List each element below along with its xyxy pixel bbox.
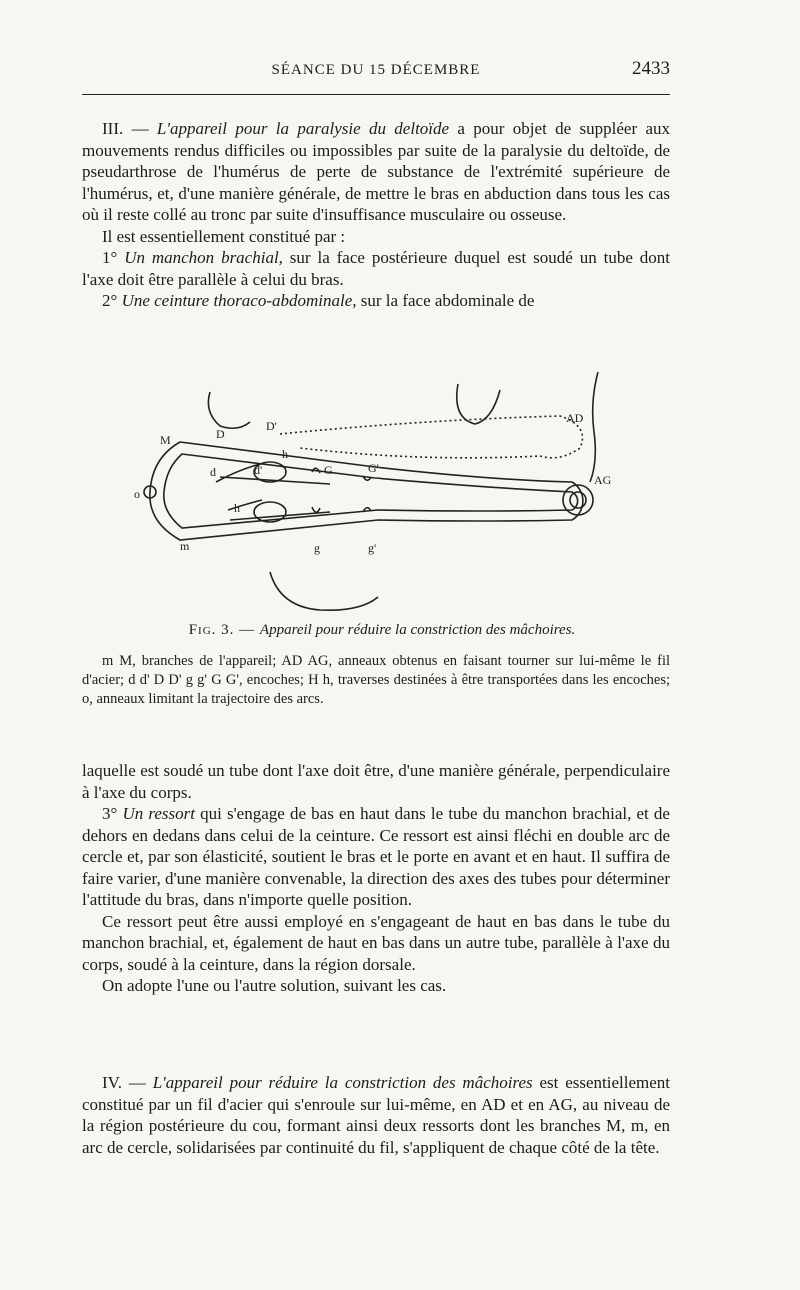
page-header	[82, 58, 670, 86]
item-number: 1°	[102, 248, 125, 267]
label-G-prime: G'	[368, 461, 379, 475]
label-AG: AG	[594, 473, 612, 487]
label-M: M	[160, 433, 171, 447]
paragraph-iv	[82, 1072, 670, 1158]
notch-g	[312, 507, 320, 512]
back-sketch	[590, 372, 598, 482]
label-h-lower: h	[234, 501, 240, 515]
ring-ad-dotted	[280, 416, 583, 458]
item-number: 3°	[102, 804, 123, 823]
coil-h	[254, 502, 286, 522]
figure-labels	[134, 411, 612, 555]
label-m: m	[180, 539, 190, 553]
section-iii	[82, 118, 670, 312]
item-text: sur la face abdominale de	[356, 291, 535, 310]
label-AD: AD	[566, 411, 584, 425]
list-item-3	[82, 803, 670, 911]
header-rule	[82, 94, 670, 95]
item-text: sur la face postérieure duquel est soudé un tube dont l'axe doit être parallèle à celui du bras.	[82, 248, 670, 289]
paragraph-alternative: Ce ressort peut être aussi employé en s'engageant de haut en bas dans le tube du manchon brachial, et, également de haut en bas dans un autre tube, parallèle à l'axe du corps, soudé à la ceinture, dans la région dorsale.	[82, 911, 670, 974]
chin-sketch	[270, 572, 378, 610]
page-number: 2433	[632, 58, 670, 79]
figure-legend: m M, branches de l'appareil; AD AG, anneaux obtenus en faisant tourner sur lui-même le fil d'acier; d d' D D' g g' G G', encoches; H h, traverses destinées à être transportées dans les encoches; o, anneaux limitant la trajectoire des arcs.	[82, 653, 670, 707]
label-g-prime: g'	[368, 541, 377, 555]
traverse-upper	[220, 477, 330, 484]
figure-caption	[122, 622, 642, 639]
section-iii-continued	[82, 760, 670, 997]
item-text: qui s'engage de bas en haut dans le tube du manchon brachial, et de dehors en dedans dans celui de la ceinture. Ce ressort est ainsi fléchi en double arc de cercle et, par son élasticité, soutient le bras et le porte en avant et en haut. Il suffira de faire varier, d'une manière convenable, la direction des axes des tubes pour déterminer l'attitude du bras, dans n'importe quelle position.	[82, 804, 670, 909]
hand-sketch	[457, 384, 500, 424]
section-number: III. —	[102, 119, 157, 138]
paragraph-choice: On adopte l'une ou l'autre solution, suivant les cas.	[102, 976, 447, 995]
paragraph-constitution: Il est essentiellement constitué par :	[102, 226, 346, 246]
label-G: G	[324, 463, 333, 477]
list-item-1	[82, 247, 670, 290]
ear-sketch	[208, 392, 250, 428]
figure-title: Appareil pour réduire la constriction des mâchoires.	[259, 622, 576, 638]
figure-3-illustration	[120, 372, 620, 612]
label-h-upper: h	[282, 447, 288, 461]
figure-number: Fig. 3. —	[188, 622, 260, 638]
section-title: L'appareil pour réduire la constriction des mâchoires	[152, 1073, 533, 1092]
section-iv	[82, 1072, 670, 1158]
item-title: Une ceinture thoraco-abdominale,	[121, 291, 357, 310]
jaw-apparatus-drawing	[120, 372, 620, 612]
list-item-2	[82, 290, 670, 312]
item-number: 2°	[102, 291, 122, 310]
paragraph-continuation: laquelle est soudé un tube dont l'axe doit être, d'une manière générale, perpendiculaire à l'axe du corps.	[82, 761, 670, 802]
running-title: SÉANCE DU 15 DÉCEMBRE	[271, 62, 481, 78]
label-d: d	[210, 465, 216, 479]
label-d-prime: d'	[254, 463, 263, 477]
label-g: g	[314, 541, 320, 555]
paragraph-iii-intro	[82, 118, 670, 226]
paragraph-text: a pour objet de suppléer aux mouvements rendus difficiles ou impossibles par suite de la paralysie du deltoïde, de pseudarthrose de l'humérus de perte de substance de l'extrémité supérieure de l'humérus, et, d'une manière générale, de mettre le bras en abduction dans tous les cas où il reste collé au tronc par suite d'insuffisance musculaire ou osseuse.	[82, 119, 671, 224]
section-number: IV. —	[102, 1073, 153, 1092]
item-title: Un manchon brachial,	[124, 248, 283, 267]
item-title: Un ressort	[122, 804, 195, 823]
label-D: D	[216, 427, 225, 441]
label-o: o	[134, 487, 140, 501]
section-title: L'appareil pour la paralysie du deltoïde	[156, 119, 450, 138]
paragraph-text: est essentiellement constitué par un fil d'acier qui s'enroule sur lui-même, en AD et en AG, au niveau de la région postérieure du cou, formant ainsi deux ressorts dont les branches M, m, en arc de cercle, solidarisées par continuité du fil, s'appliquent de chaque côté de la tête.	[82, 1073, 671, 1157]
label-D-prime: D'	[266, 419, 277, 433]
